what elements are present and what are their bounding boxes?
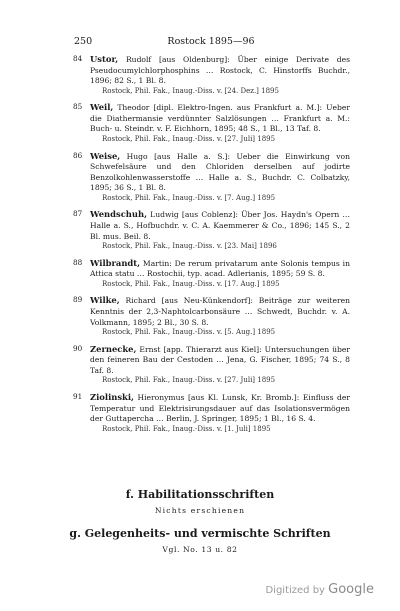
list-item bbox=[74, 344, 350, 386]
entry-number: 89 bbox=[73, 295, 83, 305]
entry-number: 91 bbox=[73, 391, 83, 401]
digitized-watermark bbox=[265, 582, 374, 597]
entry-text: Ludwig [aus Coblenz]: Über Jos. Haydn's Opern … Halle a. S., Hofbuchdr. v. C. A. Kaemmerer & Co., 1896; 145 S., 2 Bl. mus. Beil. 8. bbox=[90, 210, 350, 241]
list-item bbox=[74, 295, 350, 337]
entry-detail: Rostock, Phil. Fak., Inaug.-Diss. v. [5. Aug.] 1895 bbox=[102, 328, 276, 337]
entry-detail: Rostock, Phil. Fak., Inaug.-Diss. v. [27. Juli] 1895 bbox=[102, 135, 276, 144]
entry-author: Wendschuh, bbox=[90, 209, 147, 220]
entry-citation bbox=[74, 102, 350, 135]
entry-detail: Rostock, Phil. Fak., Inaug.-Diss. v. [27. Juli] 1895 bbox=[102, 376, 276, 385]
list-item bbox=[74, 258, 350, 290]
entry-text: Ernst [app. Thierarzt aus Kiel]: Untersuchungen über den feineren Bau der Cestoden … Jena, G. Fischer, 1895; 74 S., 8 Taf. 8. bbox=[90, 344, 350, 375]
watermark-prefix: Digitized by bbox=[265, 585, 329, 596]
entry-number: 88 bbox=[73, 257, 83, 267]
entry-text: Theodor [dipl. Elektro-Ingen. aus Frankfurt a. M.]: Ueber die Diathermansie verdünnter Salzlösungen … Frankfurt a. M.: Buch- u. Steindr. v. F. Eichhorn, 1895; 48 S., 1 Bl., 13 Taf. 8. bbox=[90, 103, 350, 134]
entry-citation bbox=[74, 258, 350, 280]
list-item bbox=[74, 54, 350, 96]
list-item bbox=[74, 151, 350, 204]
entry-detail: Rostock, Phil. Fak., Inaug.-Diss. v. [24. Dez.] 1895 bbox=[102, 86, 279, 95]
entry-author: Wilbrandt, bbox=[90, 257, 141, 268]
page-number: 250 bbox=[74, 36, 93, 47]
entry-detail: Rostock, Phil. Fak., Inaug.-Diss. v. [1. Juli] 1895 bbox=[102, 424, 271, 433]
entry-number: 90 bbox=[73, 343, 83, 353]
section-heading-habilitation: f. Habilitationsschriften bbox=[125, 488, 275, 501]
entry-detail: Rostock, Phil. Fak., Inaug.-Diss. v. [7. Aug.] 1895 bbox=[102, 193, 276, 202]
entry-citation bbox=[74, 344, 350, 377]
entry-author: Ustor, bbox=[90, 54, 119, 64]
entry-text: Richard [aus Neu-Künkendorf]: Beiträge zur weiteren Kenntnis der 2,3-Naphtolcarbonsäure … Schwedt, Buchdr. v. A. Volkmann, 1895; 2 Bl., 30 S. 8. bbox=[90, 296, 350, 327]
entry-text: Hieronymus [aus Kl. Lunsk, Kr. Bromb.]: Einfluss der Temperatur und Elektrisirungsdauer auf das Isolationsvermögen der Guttapercha … Berlin, J. Springer, 1895; 1 Bl., 16 S. 4. bbox=[90, 392, 350, 424]
entry-citation bbox=[74, 209, 350, 242]
entry-number: 85 bbox=[73, 102, 83, 112]
entry-number: 84 bbox=[73, 54, 83, 63]
list-item bbox=[74, 209, 350, 251]
entry-author: Weil, bbox=[90, 102, 114, 113]
google-logo: Google bbox=[328, 582, 374, 597]
section-heading-miscellaneous: g. Gelegenheits- und vermischte Schriften bbox=[69, 527, 331, 540]
section-note-miscellaneous: Vgl. No. 13 u. 82 bbox=[162, 545, 238, 554]
entry-detail: Rostock, Phil. Fak., Inaug.-Diss. v. [17. Aug.] 1895 bbox=[102, 279, 280, 288]
entry-text: Hugo [aus Halle a. S.]: Ueber die Einwirkung von Schwefelsäure und den Chloriden derselben auf jodirte Benzolkohlenwasserstoffe … Halle a. S., Buchdr. C. Colbatzky, 1895; 36 S., 1 Bl. 8. bbox=[90, 151, 350, 193]
running-title: Rostock 1895—96 bbox=[167, 36, 255, 47]
entry-detail: Rostock, Phil. Fak., Inaug.-Diss. v. [23. Mai] 1896 bbox=[102, 242, 277, 251]
entry-author: Weise, bbox=[90, 150, 121, 161]
entry-author: Zernecke, bbox=[90, 343, 137, 354]
entry-citation bbox=[74, 54, 350, 87]
entry-citation bbox=[74, 392, 350, 425]
entry-citation bbox=[74, 151, 350, 194]
entry-text: Rudolf [aus Oldenburg]: Über einige Derivate des Pseudocumylchlorphosphins … Rostock, C. Hinstorffs Buchdr., 1896; 82 S., 1 Bl. 8. bbox=[90, 55, 350, 86]
entry-text: Martin: De rerum privatarum ante Solonis tempus in Attica statu … Rostochii, typ. acad. Adlerianis, 1895; 59 S. 8. bbox=[90, 258, 350, 279]
section-note-habilitation: Nichts erschienen bbox=[154, 506, 246, 515]
running-header bbox=[74, 36, 348, 48]
entry-list bbox=[74, 54, 350, 440]
entry-number: 87 bbox=[73, 209, 83, 219]
entry-author: Wilke, bbox=[90, 295, 120, 306]
list-item bbox=[74, 102, 350, 144]
entry-citation bbox=[74, 295, 350, 328]
entry-number: 86 bbox=[73, 150, 83, 160]
list-item bbox=[74, 392, 350, 434]
entry-author: Ziolinski, bbox=[90, 391, 134, 402]
